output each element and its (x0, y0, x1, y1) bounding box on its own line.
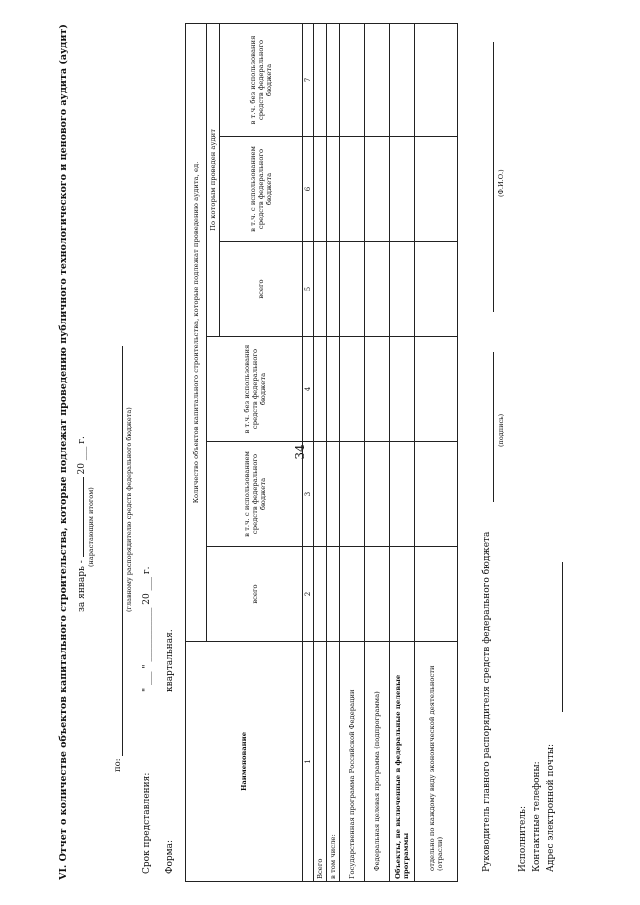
period-hint: (нарастающим итогом) (87, 487, 95, 567)
cell[interactable] (390, 547, 415, 642)
period-line (77, 436, 95, 612)
cell[interactable] (327, 23, 340, 136)
recipient-line (113, 346, 123, 772)
deadline-value: " ___ " ____________ 20 ___ г. (142, 566, 152, 692)
row-label: в том числе: (327, 642, 340, 882)
row-label: Всего (314, 642, 327, 882)
row-label: Федеральная целевая программа (подпрограмма) (365, 642, 390, 882)
header-total-2: всего (220, 242, 303, 337)
header-group: Количество объектов капитального строительства, которые подлежат проведению аудита, ед. (186, 23, 207, 641)
cell[interactable] (314, 242, 327, 337)
col-number: 1 (303, 642, 314, 882)
cell[interactable] (327, 137, 340, 242)
form-value: квартальная. (165, 629, 175, 692)
page-number: 34 (293, 444, 307, 460)
rotated-sheet (50, 2, 610, 902)
col-number: 4 (303, 337, 314, 442)
header-with-fed-2: в т.ч. с использованием средств федерального бюджета (220, 137, 303, 242)
header-without-fed-2: в т.ч. без использования средств федерального бюджета (220, 23, 303, 136)
signature-line[interactable] (493, 352, 494, 502)
cell[interactable] (327, 337, 340, 442)
cell[interactable] (390, 337, 415, 442)
cell[interactable] (327, 442, 340, 547)
col-number: 5 (303, 242, 314, 337)
column-numbers-row (303, 23, 314, 881)
signature-hint: (подпись) (497, 413, 505, 447)
table-row (415, 23, 458, 881)
header-without-fed: в т.ч. без использования средств федерального бюджета (207, 337, 303, 442)
cell[interactable] (390, 23, 415, 136)
header-name: Наименование (186, 642, 303, 882)
period-label: за январь - (77, 560, 87, 612)
col-number: 2 (303, 547, 314, 642)
cell[interactable] (390, 137, 415, 242)
table-row (365, 23, 390, 881)
cell[interactable] (365, 137, 390, 242)
cell[interactable] (314, 137, 327, 242)
cell[interactable] (314, 547, 327, 642)
cell[interactable] (340, 547, 365, 642)
cell[interactable] (340, 337, 365, 442)
col-number: 6 (303, 137, 314, 242)
cell[interactable] (365, 23, 390, 136)
cell[interactable] (365, 547, 390, 642)
form-label: Форма: (165, 839, 175, 874)
cell[interactable] (340, 137, 365, 242)
cell[interactable] (390, 442, 415, 547)
contact-line[interactable] (562, 562, 563, 712)
cell[interactable] (327, 242, 340, 337)
table-row (327, 23, 340, 881)
cell[interactable] (415, 137, 458, 242)
cell[interactable] (390, 242, 415, 337)
cell[interactable] (415, 337, 458, 442)
table-row (390, 23, 415, 881)
period-year: 20 ___ г. (77, 436, 87, 475)
cell[interactable] (415, 242, 458, 337)
executor-label: Исполнитель: (518, 806, 528, 872)
row-label: Государственная программа Российской Федерации (340, 642, 365, 882)
row-label: отдельно по каждому виду экономической деятельности (отрасли) (415, 642, 458, 882)
table-row (314, 23, 327, 881)
cell[interactable] (314, 442, 327, 547)
cell[interactable] (327, 547, 340, 642)
recipient-field-line (113, 346, 123, 756)
cell[interactable] (415, 547, 458, 642)
po-hint: (главному распорядителю средств федерального бюджета) (125, 407, 133, 612)
deadline-label: Срок представления: (142, 772, 152, 874)
fio-hint: (Ф.И.О.) (497, 169, 505, 197)
email-label: Адрес электронной почты: (546, 743, 556, 872)
col-number: 3 (303, 442, 314, 547)
cell[interactable] (415, 442, 458, 547)
header-subgroup: По которым проведен аудит (207, 23, 220, 336)
row-label: Объекты, не включенные в федеральные целевые программы (390, 642, 415, 882)
fio-line[interactable] (493, 42, 494, 312)
cell[interactable] (340, 242, 365, 337)
cell[interactable] (340, 23, 365, 136)
header-with-fed: в т.ч. с использованием средств федерального бюджета (207, 442, 303, 547)
table-row (340, 23, 365, 881)
cell[interactable] (415, 23, 458, 136)
phones-label: Контактные телефоны: (532, 761, 542, 872)
col-number: 7 (303, 23, 314, 136)
table-header-row (186, 23, 207, 881)
cell[interactable] (314, 337, 327, 442)
cell[interactable] (365, 242, 390, 337)
report-title: VI. Отчет о количестве объектов капитального строительства, которые подлежат проведению публичного технологического и ценового аудита (аудит) (58, 24, 69, 880)
cell[interactable] (365, 337, 390, 442)
audit-table (185, 23, 458, 882)
header-total: всего (207, 547, 303, 642)
po-label: по: (113, 758, 123, 772)
form-content (50, 2, 610, 902)
cell[interactable] (340, 442, 365, 547)
cell[interactable] (365, 442, 390, 547)
head-signature-label: Руководитель главного распорядителя средств федерального бюджета (482, 531, 492, 872)
cell[interactable] (314, 23, 327, 136)
